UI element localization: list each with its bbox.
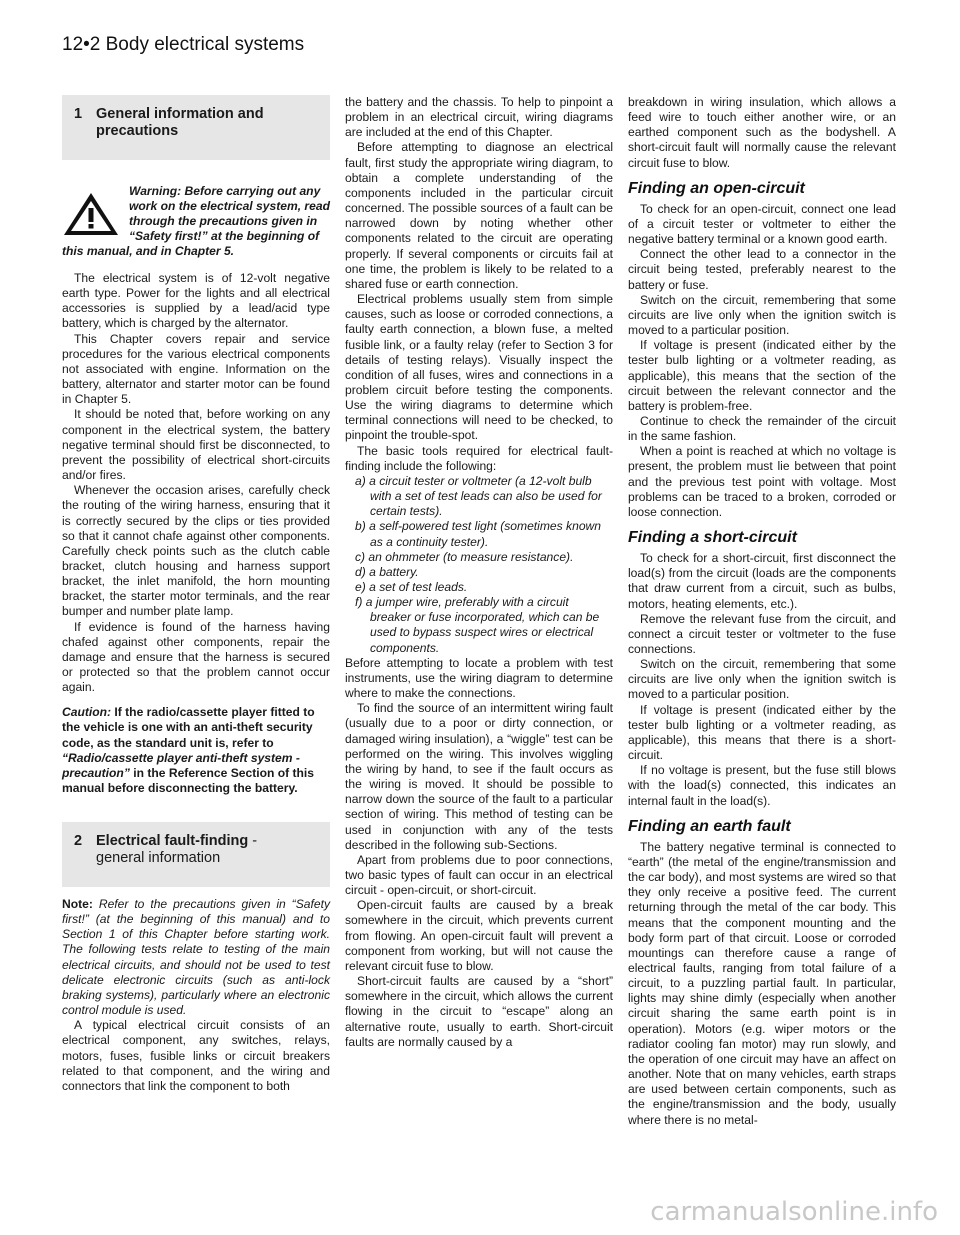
note-paragraph xyxy=(62,897,330,1018)
paragraph: To find the source of an intermittent wiring fault (usually due to a poor or dirty connection, or damaged wiring insulation), a “wiggle” test can be performed on the wiring. This involves wiggling the wiring by hand, to see if the fault occurs as the wiring is moved. It should be possible to narrow down the source of the fault to a particular section of wiring. This method of testing can be used in conjunction with any of the tests described in the following sub-Sections. xyxy=(345,701,613,852)
paragraph: Apart from problems due to poor connections, two basic types of fault can occur in an electrical circuit - open-circuit, or short-circuit. xyxy=(345,852,613,898)
note-text: Refer to the precautions given in “Safety first!” (at the beginning of this manual) and to Section 1 of this Chapter before starting work. The following tests relate to testing of the main electrical circuits, and should not be used to test delicate electronic circuits (such as anti-lock braking systems), particularly where an electronic control module is used. xyxy=(62,896,330,1018)
paragraph: Connect the other lead to a connector in the circuit being tested, preferably nearest to the battery or fuse. xyxy=(628,247,896,292)
paragraph: If no voltage is present, but the fuse still blows with the load(s) connected, this indicates an internal fault in the load(s). xyxy=(628,763,896,808)
paragraph: The basic tools required for electrical fault-finding include the following: xyxy=(345,443,613,473)
paragraph: To check for a short-circuit, first disconnect the load(s) from the circuit (loads are the components that draw current from a circuit, such as bulbs, motors, heating elements, etc.). xyxy=(628,551,896,611)
list-item: a) a circuit tester or voltmeter (a 12-volt bulb with a set of test leads can also be used for certain tests). xyxy=(355,473,602,519)
paragraph: To check for an open-circuit, connect one lead of a circuit tester or voltmeter to either the negative battery terminal or a known good earth. xyxy=(628,201,896,247)
paragraph: Open-circuit faults are caused by a break somewhere in the circuit, which prevents current from flowing. An open-circuit fault will prevent a component from working, but will not cause the relevant circuit fuse to blow. xyxy=(345,898,613,973)
list-item: d) a battery. xyxy=(355,564,419,579)
paragraph: If voltage is present (indicated either by the tester bulb lighting or a voltmeter reading, as applicable), this means that the section of the circuit between the relevant connector and the battery is problem-free. xyxy=(628,338,896,413)
caution-block xyxy=(62,705,330,796)
warning-triangle-icon xyxy=(62,192,120,236)
column-1 xyxy=(62,95,330,1094)
section-number: 1 xyxy=(74,106,83,122)
section-subtitle: general information xyxy=(96,849,221,866)
warning-block xyxy=(62,184,330,259)
section-number: 2 xyxy=(74,832,83,849)
warning-text: Warning: Before carrying out any work on the electrical system, read through the precautions given in “Safety first!” at the beginning of this manual, and in Chapter 5. xyxy=(62,184,330,258)
caution-text-end: in the Reference Section of this manual before disconnecting the battery. xyxy=(62,765,315,795)
paragraph: The battery negative terminal is connected to “earth” (the metal of the engine/transmission and the car body), and most systems are wired so that they only receive a positive feed. The current returning through the metal of the car body. This means that the component mounting and the body form part of that circuit. Loose or corroded mountings can therefore cause a range of electrical faults, ranging from total failure of a circuit, to a puzzling partial fault. In particular, lights may shine dimly (especially when another circuit sharing the same earth point is in operation). Motors (e.g. wiper motors or the radiator cooling fan motor) may run slowly, and the operation of one circuit may have an affect on another. Note that on many vehicles, earth straps are used between certain components, such as the engine/transmission and the body, usually where there is no metal- xyxy=(628,839,896,1127)
column-2 xyxy=(345,95,613,1050)
section-title: General information and precautions xyxy=(96,106,264,139)
paragraph: Before attempting to diagnose an electrical fault, first study the appropriate wiring diagram, to obtain a complete understanding of the components included in the particular circuit concerned. The possible sources of a fault can be narrowed down by noting whether other components related to the circuit are operating properly. If several components or circuits fail at one time, the problem is likely to be related to a shared fuse or earth connection. xyxy=(345,140,613,291)
tools-list xyxy=(355,474,613,656)
paragraph: Before attempting to locate a problem with test instruments, use the wiring diagram to determine where to make the connections. xyxy=(345,655,613,701)
caution-text: If the radio/cassette player fitted to the vehicle is one with an anti-theft security code, as the standard unit is, refer to xyxy=(62,705,315,750)
paragraph: Continue to check the remainder of the circuit in the same fashion. xyxy=(628,413,896,444)
column-3 xyxy=(628,95,896,1128)
section-title: Electrical fault-finding - general information xyxy=(96,832,258,866)
caution-reference: “Radio/cassette player anti-theft system - precaution” xyxy=(62,750,300,780)
list-item: f) a jumper wire, preferably with a circuit breaker or fuse incorporated, which can be used to bypass suspect wires or electrical components. xyxy=(355,595,600,655)
paragraph: When a point is reached at which no voltage is present, the problem must lie between that point and the previous test point with voltage. Most problems can be traced to a broken, corroded or loose connection. xyxy=(628,444,896,519)
page-header: 12•2 Body electrical systems xyxy=(62,34,305,55)
paragraph: Electrical problems usually stem from simple causes, such as loose or corroded connections, a faulty earth connection, a blown fuse, a melted fusible link, or a faulty relay (refer to Section 3 for details of testing relays). Visually inspect the condition of all fuses, wires and connections in a problem circuit before testing the components. Use the wiring diagrams to determine which terminal connections will need to be checked, to pinpoint the trouble-spot. xyxy=(345,292,613,443)
paragraph: Switch on the circuit, remembering that some circuits are live only when the ignition switch is moved to a particular position. xyxy=(628,657,896,702)
paragraph: Short-circuit faults are caused by a “short” somewhere in the circuit, which allows the current flowing in the circuit to “escape” along an alternative route, usually to earth. Short-circuit faults are normally caused by a xyxy=(345,974,613,1049)
paragraph: Remove the relevant fuse from the circuit, and connect a circuit tester or voltmeter to the fuse connections. xyxy=(628,611,896,656)
subheading-open-circuit: Finding an open-circuit xyxy=(628,179,805,197)
paragraph: If evidence is found of the harness having chafed against other components, repair the damage and ensure that the harness is secured or protected so that the problem cannot occur again. xyxy=(62,619,330,695)
paragraph: Whenever the occasion arises, carefully check the routing of the wiring harness, ensuring that it is correctly secured by the clips or ties provided so that it cannot chafe against other components. Carefully check points such as the clutch cable bracket, clutch housing and harness support bracket, the inlet manifold, the horn mounting bracket, the starter motor terminals, and the rear bumper and number plate lamp. xyxy=(62,483,330,619)
paragraph: This Chapter covers repair and service procedures for the various electrical components not associated with engine. Information on the battery, alternator and starter motor can be found in Chapter 5. xyxy=(62,331,330,407)
list-item: c) an ohmmeter (to measure resistance). xyxy=(355,549,574,564)
paragraph: It should be noted that, before working on any component in the electrical system, the battery negative terminal should first be disconnected, to prevent the possibility of electrical short-circuits and/or fires. xyxy=(62,407,330,483)
paragraph: the battery and the chassis. To help to pinpoint a problem in an electrical circuit, wiring diagrams are included at the end of this Chapter. xyxy=(345,95,613,140)
section-1-heading xyxy=(62,95,330,160)
note-label: Note: xyxy=(62,896,93,911)
paragraph: If voltage is present (indicated either by the tester bulb lighting or a voltmeter reading, as applicable), this means that there is a short-circuit. xyxy=(628,702,896,763)
caution-label: Caution: xyxy=(62,705,112,720)
paragraph: A typical electrical circuit consists of an electrical component, any switches, relays, motors, fuses, fusible links or circuit breakers related to that component, and the wiring and connectors that link the component to both xyxy=(62,1018,330,1093)
paragraph: The electrical system is of 12-volt negative earth type. Power for the lights and all electrical accessories is supplied by a lead/acid type battery, which is charged by the alternator. xyxy=(62,271,330,331)
subheading-earth-fault: Finding an earth fault xyxy=(628,817,791,835)
paragraph: breakdown in wiring insulation, which allows a feed wire to touch either another wire, or an earthed component such as the bodyshell. A short-circuit fault will normally cause the relevant circuit fuse to blow. xyxy=(628,95,896,170)
list-item: b) a self-powered test light (sometimes known as a continuity tester). xyxy=(355,519,602,549)
paragraph: Switch on the circuit, remembering that some circuits are live only when the ignition switch is moved to a particular position. xyxy=(628,292,896,338)
watermark: carmanualsonline.info xyxy=(650,1197,938,1227)
subheading-short-circuit: Finding a short-circuit xyxy=(628,529,797,547)
list-item: e) a set of test leads. xyxy=(355,580,468,594)
section-2-heading xyxy=(62,822,330,887)
